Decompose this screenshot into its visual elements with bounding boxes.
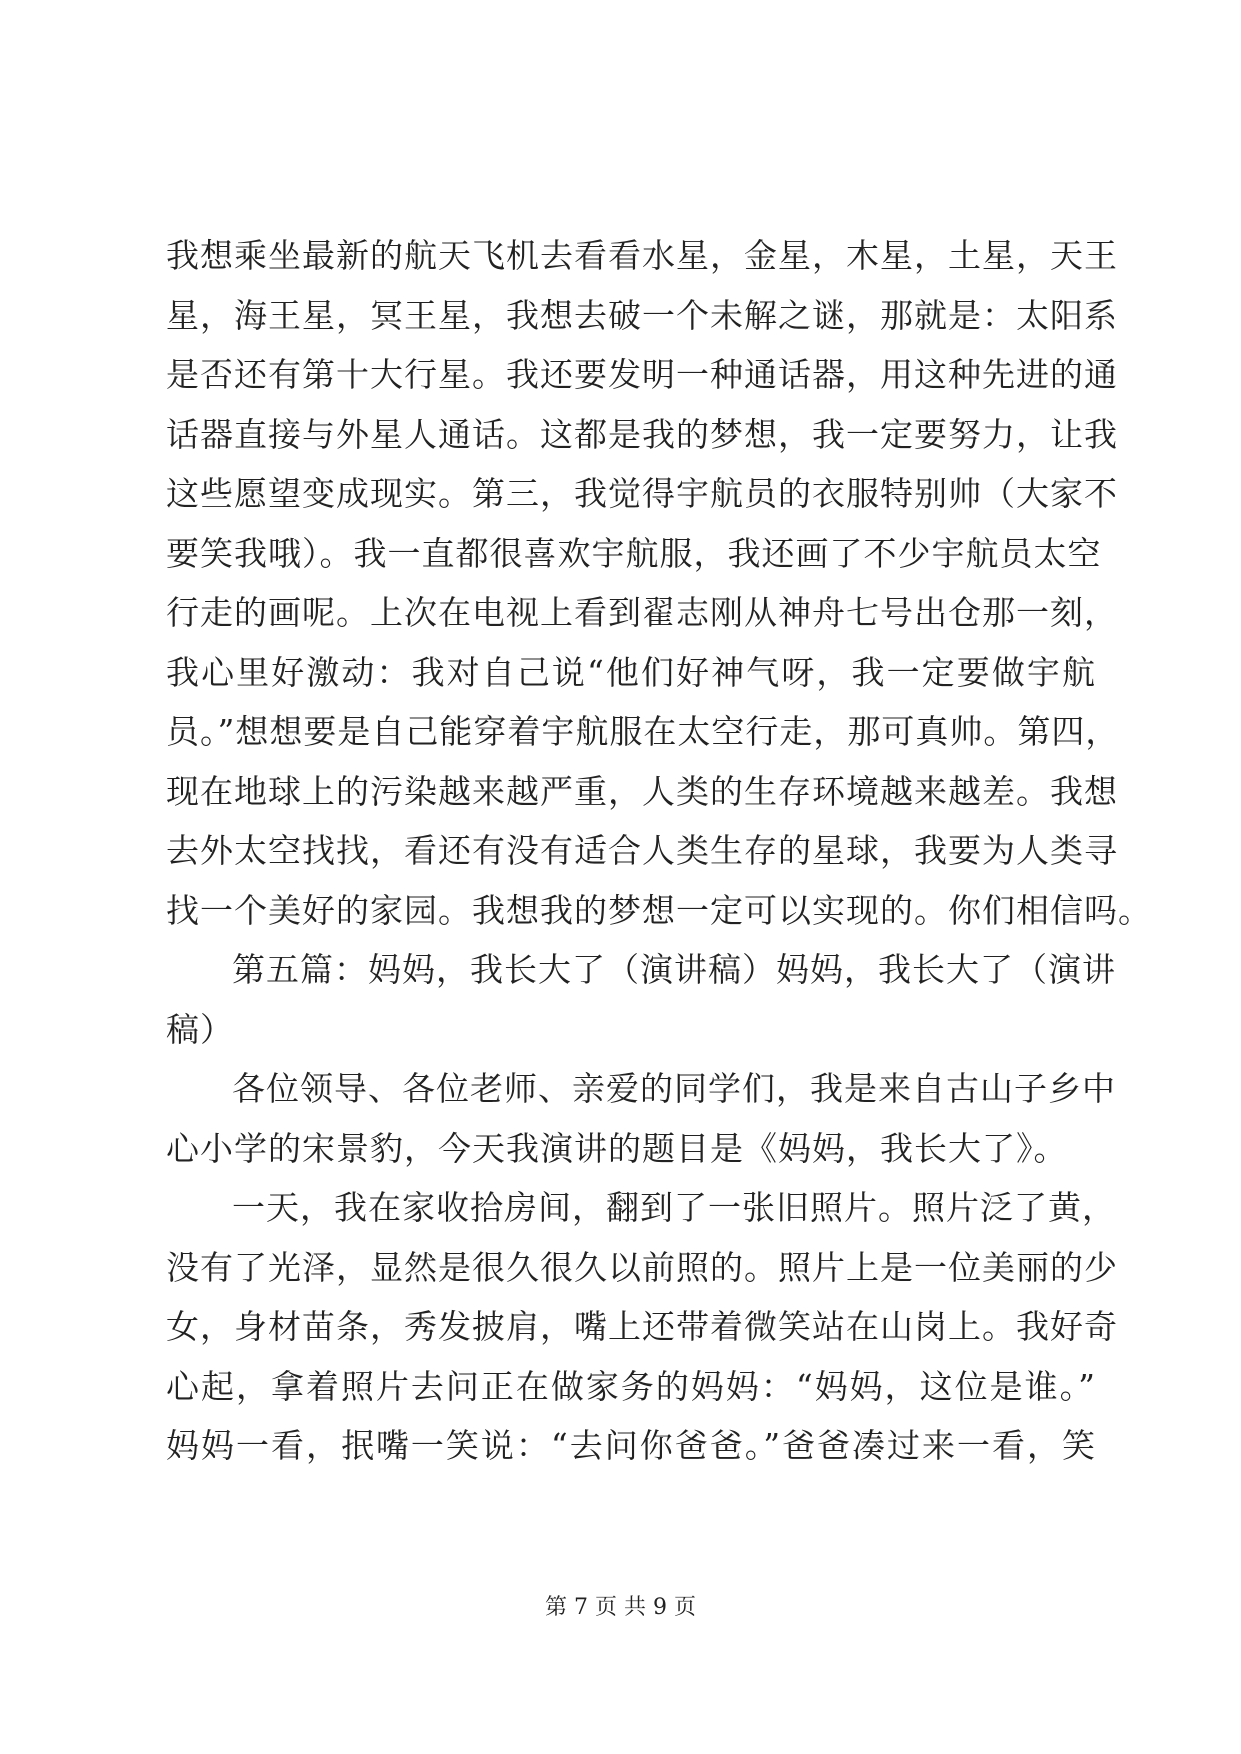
paragraph xyxy=(166,1059,1116,1178)
paragraph xyxy=(166,1178,1118,1476)
text-line: 星，海王星，冥王星，我想去破一个未解之谜，那就是：太阳系 xyxy=(166,295,1118,335)
text-line: 是否还有第十大行星。我还要发明一种通话器，用这种先进的通 xyxy=(166,355,1118,394)
text-line: 找一个美好的家园。我想我的梦想一定可以实现的。你们相信吗。 xyxy=(166,890,1152,930)
page-footer xyxy=(0,1593,1241,1623)
text-line: 第五篇：妈妈，我长大了（演讲稿）妈妈，我长大了（演讲 xyxy=(232,950,1116,989)
text-line: 话器直接与外星人通话。这都是我的梦想，我一定要努力，让我 xyxy=(166,414,1118,454)
text-line: 妈妈一看，抿嘴一笑说：“去问你爸爸。”爸爸凑过来一看，笑 xyxy=(166,1426,1096,1465)
section-heading-paragraph xyxy=(166,940,1116,1059)
text-line: 去外太空找找，看还有没有适合人类生存的星球，我要为人类寻 xyxy=(166,831,1118,870)
text-line: 各位领导、各位老师、亲爱的同学们，我是来自古山子乡中 xyxy=(232,1069,1116,1108)
text-line: 心起，拿着照片去问正在做家务的妈妈：“妈妈，这位是谁。” xyxy=(166,1366,1096,1406)
text-line: 现在地球上的污染越来越严重，人类的生存环境越来越差。我想 xyxy=(166,771,1118,811)
text-line: 要笑我哦）。我一直都很喜欢宇航服，我还画了不少宇航员太空 xyxy=(166,533,1102,573)
paragraph xyxy=(166,226,1152,940)
document-body xyxy=(166,226,1152,1476)
text-line: 一天，我在家收拾房间，翻到了一张旧照片。照片泛了黄， xyxy=(232,1188,1116,1227)
text-line: 没有了光泽，显然是很久很久以前照的。照片上是一位美丽的少 xyxy=(166,1247,1118,1287)
text-line: 心小学的宋景豹，今天我演讲的题目是《妈妈，我长大了》。 xyxy=(166,1128,1068,1168)
text-line: 女，身材苗条，秀发披肩，嘴上还带着微笑站在山岗上。我好奇 xyxy=(166,1307,1118,1346)
text-line: 我心里好激动：我对自己说“他们好神气呀，我一定要做宇航 xyxy=(166,652,1096,692)
page-number: 第 7 页 共 9 页 xyxy=(545,1595,696,1620)
text-line: 稿） xyxy=(166,1009,234,1049)
text-line: 员。”想想要是自己能穿着宇航服在太空行走，那可真帅。第四， xyxy=(166,712,1120,751)
text-line: 我想乘坐最新的航天飞机去看看水星，金星，木星，土星，天王 xyxy=(166,236,1118,275)
text-line: 这些愿望变成现实。第三，我觉得宇航员的衣服特别帅（大家不 xyxy=(166,474,1118,513)
text-line: 行走的画呢。上次在电视上看到翟志刚从神舟七号出仓那一刻， xyxy=(166,593,1118,632)
